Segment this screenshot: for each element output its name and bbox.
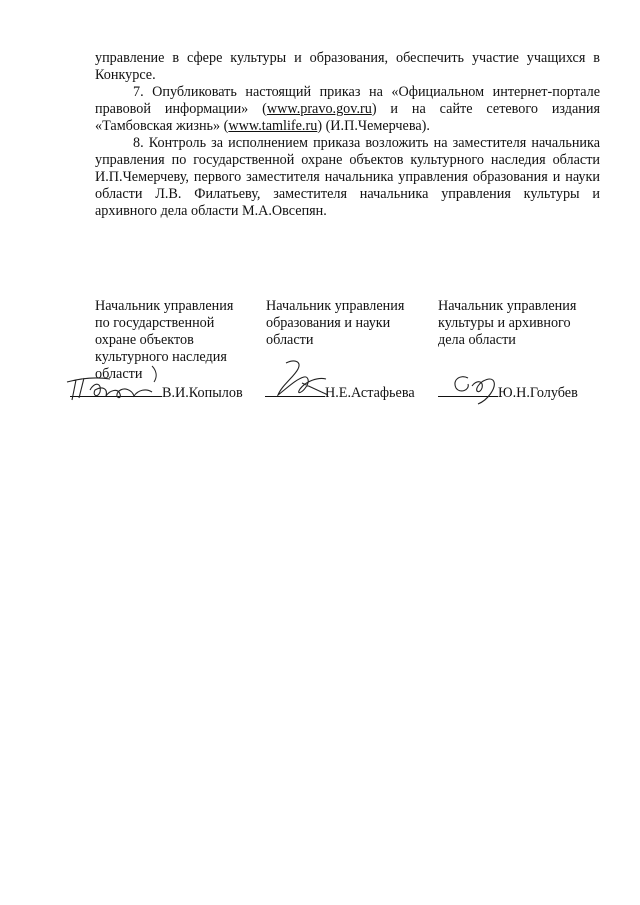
signatory-name: Ю.Н.Голубев xyxy=(498,385,578,401)
paragraph-7-text-start: 7. Опубликовать настоящий приказ на «Официальном интернет-портале правовой информации» ( xyxy=(95,84,600,117)
tamlife-link[interactable]: www.tamlife.ru xyxy=(228,118,318,134)
body-text xyxy=(95,50,600,220)
signature-title: Начальник управления по государственной охране объектов культурного наследия области xyxy=(95,298,234,382)
paragraph-continuation: управление в сфере культуры и образования, обеспечить участие учащихся в Конкурсе. xyxy=(95,50,600,83)
signature-line-heritage xyxy=(70,384,243,402)
signatory-name: В.И.Копылов xyxy=(162,385,243,401)
signature-line-education xyxy=(265,384,415,402)
signature-underline xyxy=(70,384,162,397)
signature-block-education xyxy=(266,298,426,349)
signature-line-culture xyxy=(438,384,578,402)
pravo-link[interactable]: www.pravo.gov.ru xyxy=(266,101,372,117)
paragraph-8: 8. Контроль за исполнением приказа возложить на заместителя начальника управления по государственной охране объектов культурного наследия области И.П.Чемерчеву, первого заместителя начальника управления образования и науки области Л.В. Филатьеву, заместителя начальника управления культуры и архивного дела области М.А.Овсепян. xyxy=(95,135,600,219)
signature-title: Начальник управления культуры и архивного дела области xyxy=(438,298,577,348)
signature-block-culture xyxy=(438,298,608,349)
paragraph-7-text-middle: ) и на сайте сетевого издания «Тамбовская жизнь» ( xyxy=(95,101,600,134)
signature-underline xyxy=(438,384,498,397)
paragraph-7 xyxy=(95,84,600,135)
signature-title: Начальник управления образования и науки области xyxy=(266,298,405,348)
signatory-name: Н.Е.Астафьева xyxy=(325,385,415,401)
signature-underline xyxy=(265,384,325,397)
paragraph-7-text-end: ) (И.П.Чемерчева). xyxy=(317,118,430,134)
signature-block-heritage xyxy=(95,298,260,383)
